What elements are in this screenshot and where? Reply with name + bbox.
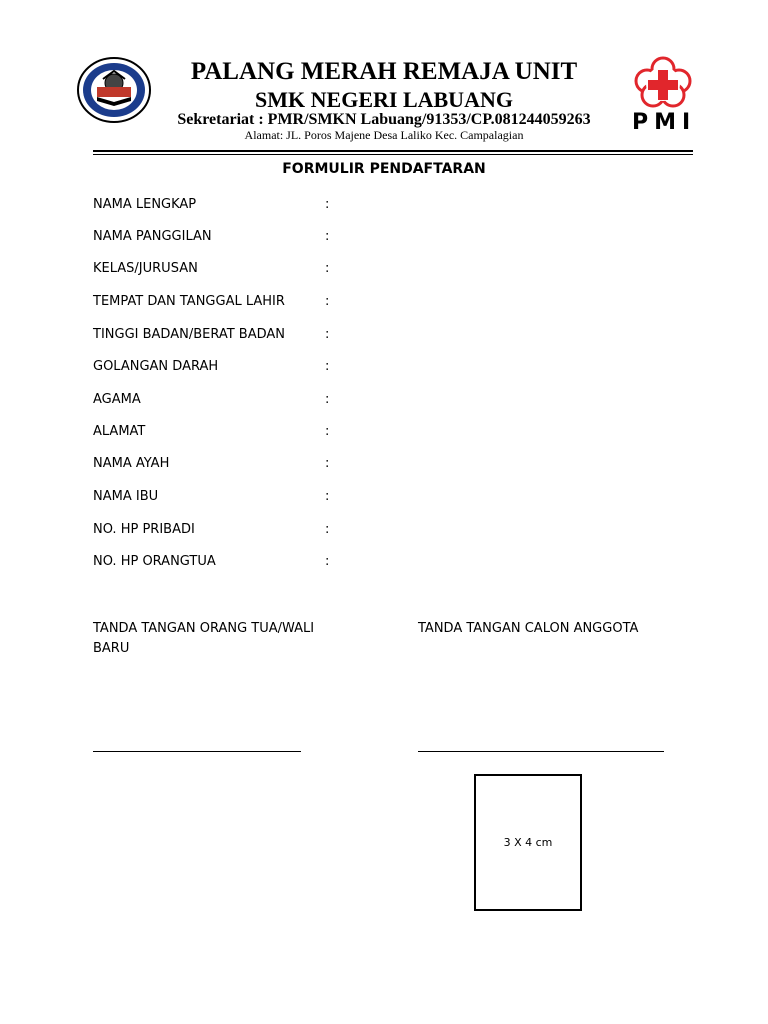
field-label: NAMA IBU [93,489,159,504]
pmi-logo-text: PMI [632,110,697,135]
org-subtitle: SMK NEGERI LABUANG [255,87,513,112]
field-colon: : [325,294,330,309]
signature-label-candidate: TANDA TANGAN CALON ANGGOTA [418,621,639,636]
field-colon: : [325,424,330,439]
field-label: GOLANGAN DARAH [93,359,219,374]
field-label: AGAMA [93,392,141,407]
photo-size-label: 3 X 4 cm [503,836,553,849]
field-colon: : [325,489,330,504]
org-title: PALANG MERAH REMAJA UNIT [190,58,578,85]
field-label: NAMA AYAH [93,456,170,471]
field-colon: : [325,456,330,471]
field-label: TEMPAT DAN TANGGAL LAHIR [93,294,285,309]
header-divider-thick [93,150,693,152]
school-logo [77,57,151,123]
field-colon: : [325,197,330,212]
field-label: TINGGI BADAN/BERAT BADAN [93,327,286,342]
signature-label-parent: TANDA TANGAN ORANG TUA/WALI BARU [93,621,315,656]
field-colon: : [325,554,330,569]
field-label: KELAS/JURUSAN [93,261,198,276]
field-label: ALAMAT [93,424,146,439]
field-colon: : [325,229,330,244]
field-colon: : [325,261,330,276]
field-colon: : [325,327,330,342]
field-colon: : [325,359,330,374]
header-divider-thin [93,154,693,155]
field-label: NO. HP ORANGTUA [93,554,216,569]
field-colon: : [325,522,330,537]
form-title: FORMULIR PENDAFTARAN [282,161,486,177]
signature-line-parent[interactable] [93,751,301,752]
field-label: NAMA PANGGILAN [93,229,212,244]
photo-box[interactable] [474,774,582,911]
field-colon: : [325,392,330,407]
field-label: NAMA LENGKAP [93,197,197,212]
field-label: NO. HP PRIBADI [93,522,195,537]
signature-line-candidate[interactable] [418,751,664,752]
address-line: Alamat: JL. Poros Majene Desa Laliko Kec. Campalagian [244,128,524,142]
secretariat-line: Sekretariat : PMR/SMKN Labuang/91353/CP.081244059263 [177,111,591,128]
